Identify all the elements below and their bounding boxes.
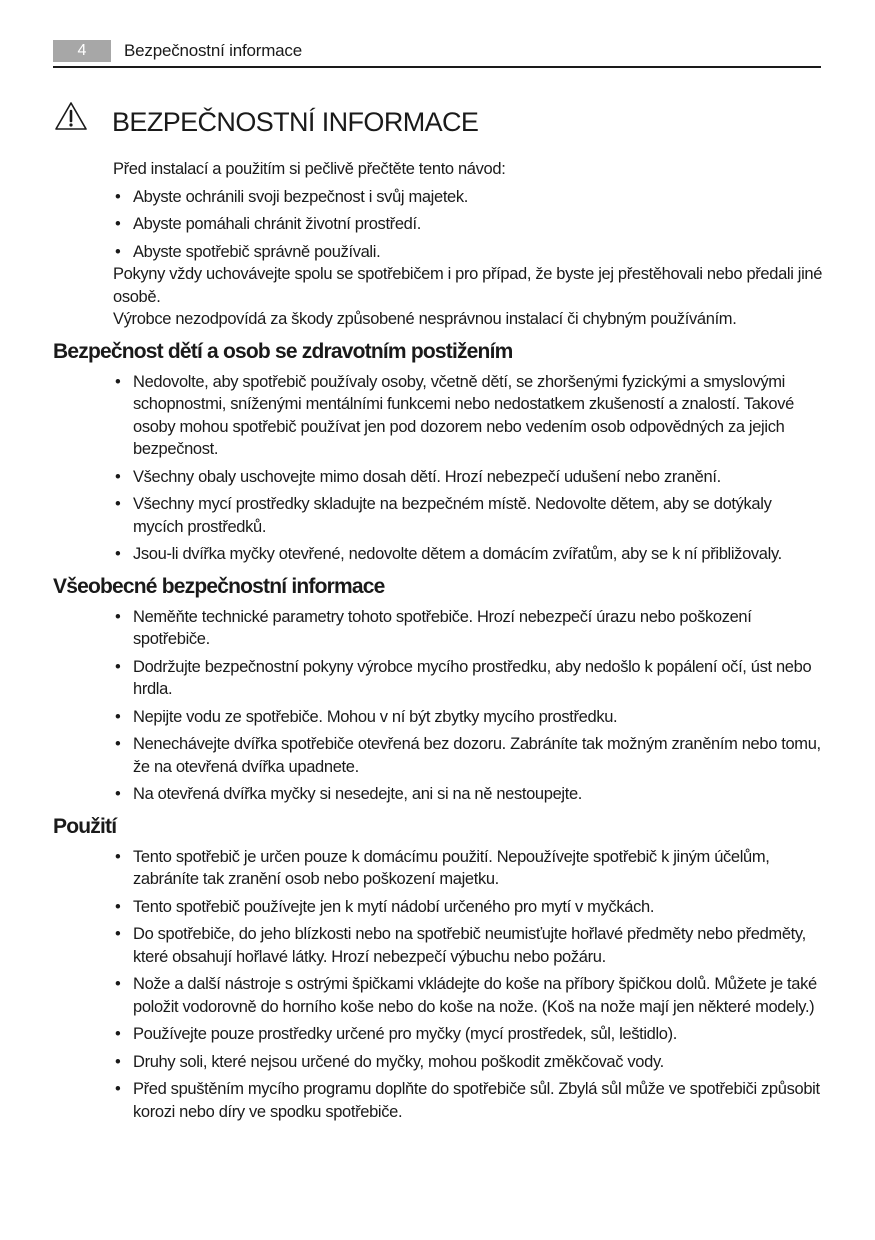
list-item: • Nenechávejte dvířka spotřebiče otevřená bez dozoru. Zabráníte tak možným zraněním nebo tomu, že na otevřená dvířka upadnete. [113, 733, 823, 778]
section-heading: Použití [53, 814, 117, 838]
bullet-list [53, 846, 823, 1124]
list-item: • Tento spotřebič používejte jen k mytí nádobí určeného pro mytí v myčkách. [113, 896, 823, 919]
list-item: • Před spuštěním mycího programu doplňte do spotřebiče sůl. Zbylá sůl může ve spotřebiči způsobit korozi nebo díry ve spodku spotřebiče. [113, 1078, 823, 1123]
section-heading: Bezpečnost dětí a osob se zdravotním postižením [53, 339, 513, 363]
list-item: • Abyste ochránili svoji bezpečnost i svůj majetek. [113, 186, 823, 209]
list-item: • Dodržujte bezpečnostní pokyny výrobce mycího prostředku, aby nedošlo k popálení očí, úst nebo hrdla. [113, 656, 823, 701]
section-general-safety [53, 574, 823, 806]
list-item: • Všechny obaly uschovejte mimo dosah dětí. Hrozí nebezpečí udušení nebo zranění. [113, 466, 823, 489]
section-usage [53, 814, 823, 1124]
page-title: BEZPEČNOSTNÍ INFORMACE [112, 107, 479, 137]
section-heading: Všeobecné bezpečnostní informace [53, 574, 385, 598]
list-item: • Tento spotřebič je určen pouze k domácímu použití. Nepoužívejte spotřebič k jiným účelům, zabráníte tak zranění osob nebo poškození majetku. [113, 846, 823, 891]
content [53, 158, 823, 1128]
list-item: • Neměňte technické parametry tohoto spotřebiče. Hrozí nebezpečí úrazu nebo poškození spotřebiče. [113, 606, 823, 651]
list-item: • Nepijte vodu ze spotřebiče. Mohou v ní být zbytky mycího prostředku. [113, 706, 823, 729]
intro-lead: Před instalací a použitím si pečlivě přečtěte tento návod: [113, 160, 506, 178]
list-item: • Nože a další nástroje s ostrými špičkami vkládejte do koše na příbory špičkou dolů. Můžete je také položit vodorovně do horního koše nebo do koše na nože. (Koš na nože mají jen některé modely.) [113, 973, 823, 1018]
warning-icon [54, 101, 88, 131]
list-item: • Abyste pomáhali chránit životní prostředí. [113, 213, 823, 236]
list-item: • Abyste spotřebič správně používali. [113, 241, 823, 264]
list-item: • Jsou-li dvířka myčky otevřené, nedovolte dětem a domácím zvířatům, aby se k ní přibližovaly. [113, 543, 823, 566]
list-item: • Používejte pouze prostředky určené pro myčky (mycí prostředek, sůl, leštidlo). [113, 1023, 823, 1046]
bullet-list [53, 371, 823, 566]
bullet-list [53, 606, 823, 806]
section-child-safety [53, 339, 823, 566]
intro-paragraph: Pokyny vždy uchovávejte spolu se spotřebičem i pro případ, že byste jej přestěhovali nebo předali jiné osobě. [113, 265, 823, 306]
list-item: • Všechny mycí prostředky skladujte na bezpečném místě. Nedovolte dětem, aby se dotýkaly mycích prostředků. [113, 493, 823, 538]
list-item: • Do spotřebiče, do jeho blízkosti nebo na spotřebič neumisťujte hořlavé předměty nebo předměty, které obsahují hořlavé látky. Hrozí nebezpečí výbuchu nebo požáru. [113, 923, 823, 968]
page-number: 4 [53, 40, 111, 62]
intro-paragraph: Výrobce nezodpovídá za škody způsobené nesprávnou instalací či chybným používáním. [113, 310, 737, 328]
list-item: • Nedovolte, aby spotřebič používaly osoby, včetně dětí, se zhoršenými fyzickými a smyslovými schopnostmi, sníženými mentálními funkcemi nebo nedostatkem zkušeností a znalostí. Takové osoby mohou spotřebič používat jen pod dozorem nebo vedením osob odpovědných za jejich bezpečnost. [113, 371, 823, 461]
header-title: Bezpečnostní informace [124, 41, 302, 60]
list-item: • Druhy soli, které nejsou určené do myčky, mohou poškodit změkčovač vody. [113, 1051, 823, 1074]
page-header [53, 38, 821, 68]
list-item: • Na otevřená dvířka myčky si nesedejte, ani si na ně nestoupejte. [113, 783, 823, 806]
intro [113, 158, 823, 331]
intro-bullet-list [113, 186, 823, 264]
